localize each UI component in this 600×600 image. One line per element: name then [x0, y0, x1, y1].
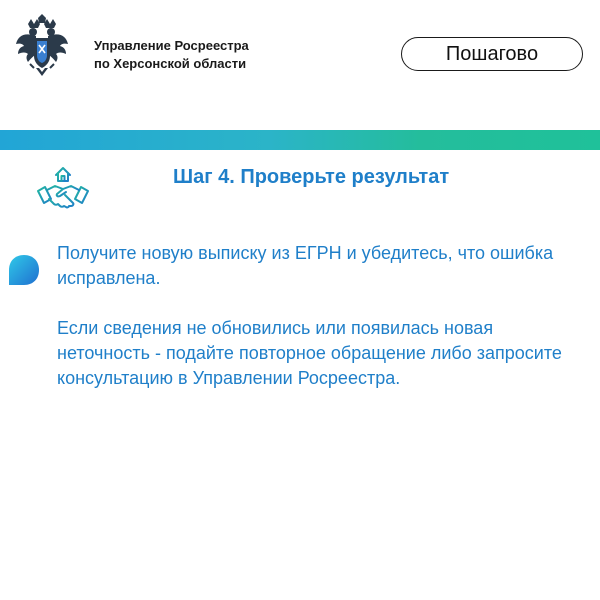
step-by-step-badge: Пошагово	[401, 37, 583, 71]
paragraph-1: Получите новую выписку из ЕГРН и убедитесь, что ошибка исправлена.	[57, 243, 554, 288]
handshake-house-icon	[36, 163, 90, 217]
org-name-line1: Управление Росреестра	[94, 38, 249, 53]
organization-name	[94, 37, 249, 73]
eagle-emblem-icon	[14, 14, 70, 82]
paragraph-2: Если сведения не обновились или появилась новая неточность - подайте повторное обращение либо запросите консультацию в Управлении Росреестра.	[57, 318, 562, 388]
step-description	[57, 241, 587, 416]
step-title: Шаг 4. Проверьте результат	[173, 166, 450, 188]
org-name-line2: по Херсонской области	[94, 56, 247, 71]
speech-blob-icon	[9, 255, 39, 285]
gradient-divider	[0, 130, 600, 150]
